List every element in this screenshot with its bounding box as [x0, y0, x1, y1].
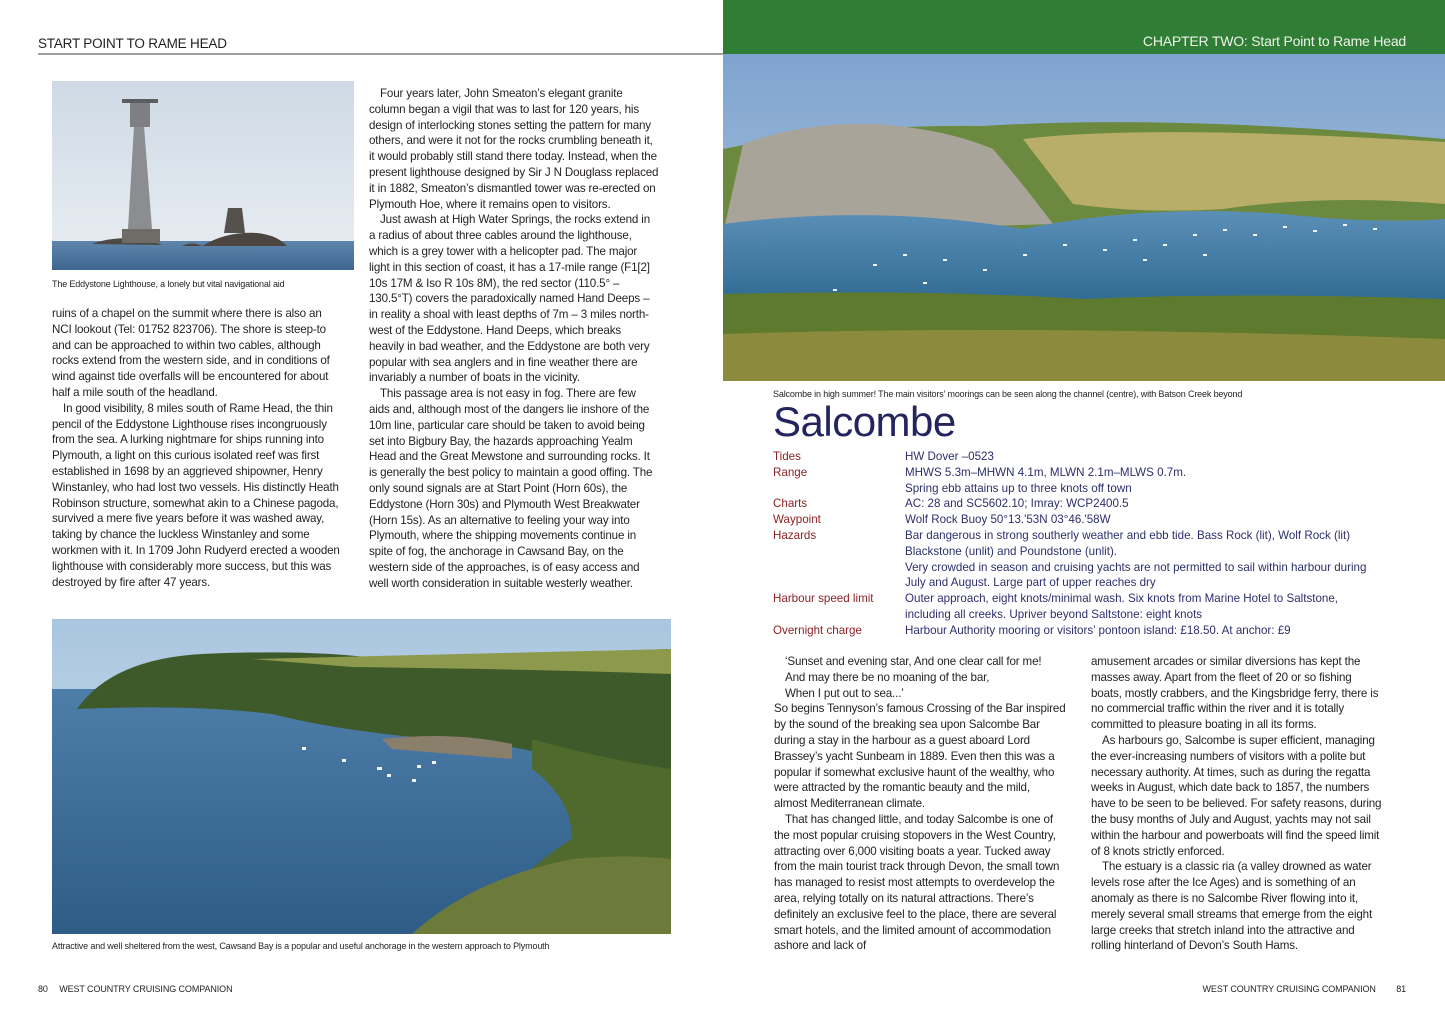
caption-lighthouse: The Eddystone Lighthouse, a lonely but vital navigational aid: [52, 279, 285, 289]
fact-line: AC: 28 and SC5602.10; Imray: WCP2400.5: [905, 497, 1129, 511]
fact-line: Wolf Rock Buoy 50°13.'53N 03°46.'58W: [905, 513, 1111, 527]
verse-line: When I put out to sea...’: [785, 686, 904, 700]
paragraph: amusement arcades or similar diversions has kept the masses away. Apart from the fleet of 20 or so fishing boats, mostly crabbers, and the Kingsbridge ferry, there is no commercial traffic within the river and it is totally committed to pleasure boating in all its forms.: [1091, 655, 1379, 732]
paragraph: Four years later, John Smeaton’s elegant granite column began a vigil that was to last for 120 years, his design of interlocking stones setting the pattern for many others, and were it not for the rocks crumbling beneath it, it would probably still stand there today. Instead, when the present lighthouse designed by Sir J N Douglass replaced it in 1882, Smeaton’s dismantled tower was re-erected on Plymouth Hoe, where it remains open to visitors.: [369, 87, 659, 211]
fact-label: Tides: [773, 450, 801, 463]
lighthouse-illustration: [52, 81, 354, 270]
fact-value: [905, 528, 1366, 591]
fact-line: July and August. Large part of upper reaches dry: [905, 576, 1156, 590]
paragraph: As harbours go, Salcombe is super efficient, managing the ever-increasing numbers of visitors with a polite but necessary authority. At times, such as during the regatta weeks in August, which date back to 1857, the numbers have to be seen to be believed. For safety reasons, during the busy months of July and August, yachts may not sail within the harbour and powerboats will find the speed limit of 8 knots strictly enforced.: [1091, 733, 1382, 858]
fact-line: Harbour Authority mooring or visitors’ pontoon island: £18.50. At anchor: £9: [905, 623, 1291, 637]
fact-line: Blackstone (unlit) and Poundstone (unlit).: [905, 544, 1118, 558]
page-number: 81: [1396, 984, 1406, 994]
fact-row-charts: [773, 496, 1383, 512]
fact-row-hazards: [773, 528, 1383, 591]
fact-row-waypoint: [773, 512, 1383, 528]
fact-label: Harbour speed limit: [773, 592, 874, 606]
paragraph: In good visibility, 8 miles south of Rame Head, the thin pencil of the Eddystone Lighthouse rises incongruously from the sea. A lurking nightmare for ships running into Plymouth, a light on this curious isolated reef was first established in 1698 by an aggrieved shipowner, Henry Winstanley, who had lost two vessels. His distinctly Heath Robinson structure, somewhat akin to a Chinese pagoda, survived a mere five years before it was washed away, taking by chance the luckless Winstanley and some workmen with it. In 1709 John Rudyerd erected a wooden lighthouse with considerably more success, but this was destroyed by fire after 47 years.: [52, 401, 340, 589]
page-number: 80: [38, 984, 48, 994]
fact-label: Hazards: [773, 528, 817, 542]
text-column-left-2: [369, 86, 659, 592]
fact-value: [905, 496, 1129, 512]
salcombe-illustration: [723, 54, 1445, 381]
paragraph: Just awash at High Water Springs, the rocks extend in a radius of about three cables around the lighthouse, which is a grey tower with a helicopter pad. The major light in this section of coast, it has a 17-mile range (F1[2] 10s 17M & Iso R 10s 8M), the red sector (110.5° – 130.5°T) covers the paradoxically named Hand Deeps – in reality a shoal with least depths of 7m – 3 miles north-west of the Eddystone. Hand Deeps, which breaks heavily in bad weather, and the Eddystone are both very popular with sea anglers and in fine weather there are invariably a number of boats in the vicinity.: [369, 213, 651, 385]
fact-row-overnight-charge: [773, 623, 1383, 639]
footer-left: [38, 984, 232, 994]
fact-line: Very crowded in season and cruising yachts are not permitted to sail within harbour during: [905, 560, 1367, 574]
cawsand-bay-illustration: [52, 619, 671, 934]
fact-value: [905, 591, 1338, 623]
section-title: Salcombe: [773, 398, 956, 445]
footer-right: [1203, 984, 1406, 994]
fact-line: Spring ebb attains up to three knots off town: [905, 481, 1132, 495]
text-column-right-1: [774, 654, 1066, 954]
fact-row-speed-limit: [773, 591, 1383, 623]
book-title: WEST COUNTRY CRUISING COMPANION: [59, 984, 233, 994]
fact-value: [905, 449, 994, 465]
header-rule: [38, 53, 723, 55]
fact-label: Charts: [773, 497, 808, 511]
fact-value: [905, 623, 1291, 639]
fact-line: Bar dangerous in strong southerly weather and ebb tide. Bass Rock (lit), Wolf Rock (lit): [905, 528, 1351, 542]
fact-line: MHWS 5.3m–MHWN 4.1m, MLWN 2.1m–MLWS 0.7m.: [905, 465, 1187, 479]
fact-row-range: [773, 465, 1383, 497]
pilotage-facts: [773, 449, 1383, 639]
running-head-left: START POINT TO RAME HEAD: [38, 36, 227, 51]
photo-eddystone-lighthouse: [52, 81, 354, 270]
fact-line: including all creeks. Upriver beyond Saltstone: eight knots: [905, 607, 1203, 621]
running-head-right: CHAPTER TWO: Start Point to Rame Head: [1142, 33, 1406, 49]
paragraph: That has changed little, and today Salcombe is one of the most popular cruising stopovers in the West Country, attracting over 6,000 visiting boats a year. Tucked away from the main tourist track through Devon, the small town has managed to resist most attempts to overdevelop the area, relying totally on its natural attractions. There’s definitely an exclusive feel to the place, there are several smart hotels, and the limited amount of accommodation ashore and lack of: [774, 812, 1060, 953]
fact-value: [905, 512, 1111, 528]
fact-value: [905, 465, 1186, 497]
fact-label: Overnight charge: [773, 623, 862, 637]
caption-cawsand-bay: Attractive and well sheltered from the west, Cawsand Bay is a popular and useful anchorage in the western approach to Plymouth: [52, 941, 550, 951]
paragraph: ruins of a chapel on the summit where there is also an NCI lookout (Tel: 01752 823706). The shore is steep-to and can be approached to within two cables, although rocks extend from the western side, and in conditions of wind against tide overfalls will be encountered for about half a mile south of the headland.: [52, 307, 330, 399]
fact-row-tides: [773, 449, 1383, 465]
paragraph: So begins Tennyson’s famous Crossing of the Bar inspired by the sound of the breaking sea upon Salcombe Bar during a stay in the harbour as a guest aboard Lord Brassey’s yacht Sunbeam in 1889. Even then this was a popular if somewhat exclusive haunt of the wealthy, who were attracted by the romantic beauty and the mild, almost Mediterranean climate.: [774, 702, 1066, 811]
fact-label: Waypoint: [773, 513, 821, 527]
photo-cawsand-bay: [52, 619, 671, 934]
paragraph: The estuary is a classic ria (a valley drowned as water levels rose after the Ice Ages) and is something of an anomaly as there is no Salcombe River flowing into it, merely several small streams that emerge from the eight large creeks that stretch inland into the attractive and rolling hinterland of Devon’s South Hams.: [1091, 860, 1373, 953]
text-column-right-2: [1091, 654, 1383, 954]
verse-line: ‘Sunset and evening star, And one clear call for me!: [785, 655, 1042, 668]
verse-line: And may there be no moaning of the bar,: [785, 670, 990, 684]
text-column-left-1: [52, 306, 342, 590]
book-title: WEST COUNTRY CRUISING COMPANION: [1202, 984, 1376, 994]
photo-salcombe-harbour: [723, 54, 1445, 381]
fact-line: HW Dover –0523: [905, 450, 994, 463]
fact-label: Range: [773, 465, 808, 479]
fact-line: Outer approach, eight knots/minimal wash. Six knots from Marine Hotel to Saltstone,: [905, 592, 1339, 606]
paragraph: This passage area is not easy in fog. There are few aids and, although most of the dangers lie inshore of the 10m line, particular care should be taken to avoid being set into Bigbury Bay, the hazards approaching Yealm Head and the Great Mewstone and surrounding rocks. It is generally the best policy to maintain a good offing. The only sound signals are at Start Point (Horn 60s), the Eddystone (Horn 30s) and Plymouth West Breakwater (Horn 15s). As an alternative to feeling your way into Plymouth, where the shipping movements continue in spite of fog, the anchorage in Cawsand Bay, on the western side of the approaches, is of easy access and well worth consideration in suitable westerly weather.: [369, 387, 653, 590]
caption-salcombe: Salcombe in high summer! The main visitors’ moorings can be seen along the channel (centre), with Batson Creek beyond: [773, 389, 1243, 399]
